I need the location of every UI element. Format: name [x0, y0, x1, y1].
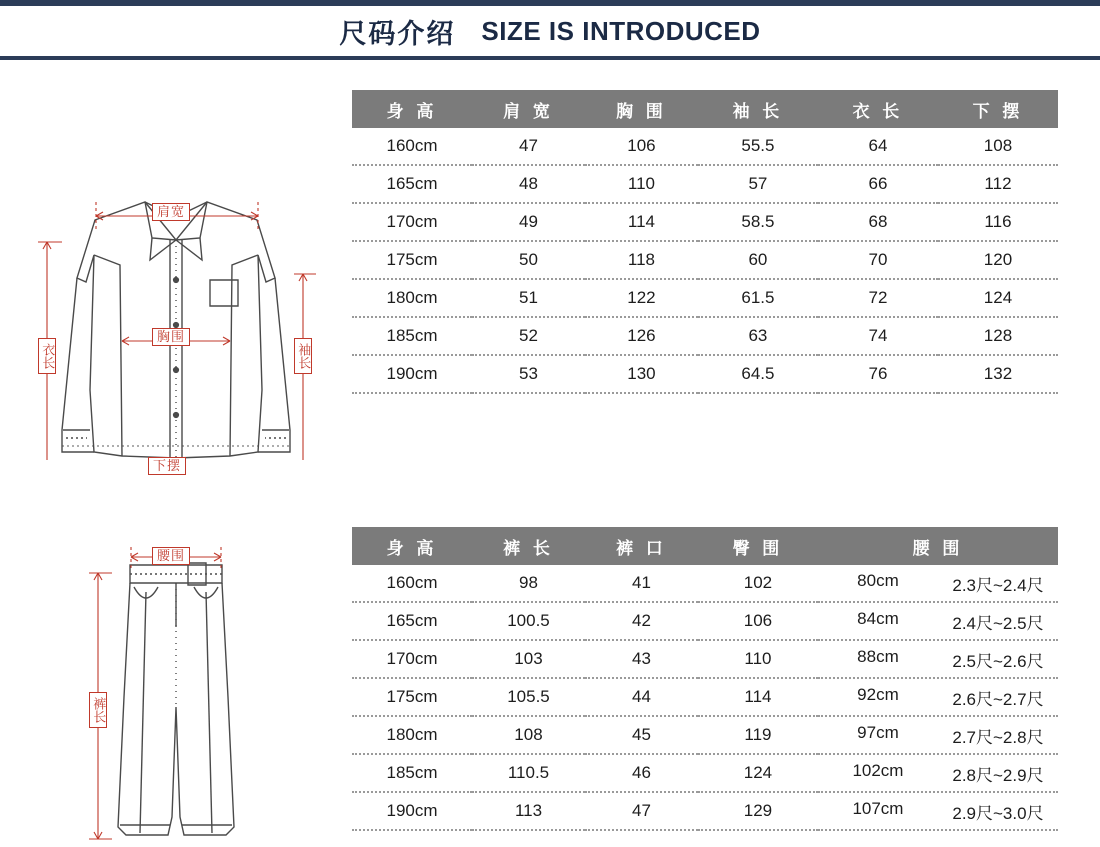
label-waist: 腰围 [152, 547, 190, 565]
label-sleeve: 袖长 [294, 338, 312, 374]
table-cell: 128 [938, 317, 1058, 355]
column-header: 肩 宽 [472, 90, 585, 128]
shirt-illustration [0, 90, 352, 460]
table-cell: 132 [938, 355, 1058, 393]
table-cell: 72 [818, 279, 938, 317]
table-row [352, 678, 1058, 716]
column-header: 裤 长 [472, 527, 585, 565]
waist-cm: 88cm [857, 646, 899, 666]
table-cell: 45 [585, 716, 698, 754]
table-cell: 98 [472, 565, 585, 602]
table-cell: 76 [818, 355, 938, 393]
table-row [352, 754, 1058, 792]
table-cell: 124 [698, 754, 818, 792]
column-header: 腰 围 [818, 527, 1058, 565]
table-row [352, 241, 1058, 279]
table-cell: 44 [585, 678, 698, 716]
table-cell: 112 [938, 165, 1058, 203]
page-title-cn: 尺码介绍 [339, 18, 456, 49]
table-cell: 170cm [352, 203, 472, 241]
table-cell: 126 [585, 317, 698, 355]
table-cell: 53 [472, 355, 585, 393]
table-cell: 105.5 [472, 678, 585, 716]
table-cell: 175cm [352, 241, 472, 279]
waist-chi: 2.7尺~2.8尺 [952, 727, 1044, 747]
table-cell: 170cm [352, 640, 472, 678]
pants-size-table [352, 527, 1058, 831]
table-cell: 190cm [352, 792, 472, 830]
table-cell: 110 [698, 640, 818, 678]
table-cell: 51 [472, 279, 585, 317]
pants-figure [0, 527, 352, 825]
table-cell: 52 [472, 317, 585, 355]
label-chest: 胸围 [152, 328, 190, 346]
table-cell: 180cm [352, 716, 472, 754]
table-cell: 68 [818, 203, 938, 241]
table-cell: 185cm [352, 317, 472, 355]
table-cell: 114 [585, 203, 698, 241]
table-row [352, 203, 1058, 241]
table-row [352, 128, 1058, 165]
table-cell: 129 [698, 792, 818, 830]
table-cell: 130 [585, 355, 698, 393]
table-cell: 48 [472, 165, 585, 203]
waist-cm: 102cm [852, 760, 904, 780]
label-length: 衣长 [38, 338, 56, 374]
column-header: 胸 围 [585, 90, 698, 128]
waist-chi: 2.8尺~2.9尺 [952, 765, 1044, 785]
table-cell: 106 [585, 128, 698, 165]
table-cell-waist [818, 678, 1058, 716]
table-cell: 180cm [352, 279, 472, 317]
table-cell-waist [818, 792, 1058, 830]
table-cell: 74 [818, 317, 938, 355]
label-hem: 下摆 [148, 457, 186, 475]
pants-section [0, 465, 1100, 825]
table-cell: 118 [585, 241, 698, 279]
table-header-row [352, 90, 1058, 128]
table-cell: 63 [698, 317, 818, 355]
column-header: 身 高 [352, 527, 472, 565]
table-header-row [352, 527, 1058, 565]
table-row [352, 355, 1058, 393]
label-pants-length: 裤长 [89, 692, 107, 728]
shirt-section [0, 60, 1100, 473]
table-row [352, 279, 1058, 317]
table-cell: 185cm [352, 754, 472, 792]
table-cell: 124 [938, 279, 1058, 317]
table-cell: 165cm [352, 602, 472, 640]
table-row [352, 565, 1058, 602]
table-cell: 57 [698, 165, 818, 203]
table-cell: 116 [938, 203, 1058, 241]
column-header: 身 高 [352, 90, 472, 128]
label-shoulder: 肩宽 [152, 203, 190, 221]
shirt-table-container [352, 90, 1100, 465]
table-cell: 47 [585, 792, 698, 830]
table-cell: 64 [818, 128, 938, 165]
table-cell-waist [818, 565, 1058, 602]
table-cell: 41 [585, 565, 698, 602]
pants-illustration [0, 517, 352, 847]
table-cell: 114 [698, 678, 818, 716]
table-cell: 50 [472, 241, 585, 279]
table-cell: 160cm [352, 128, 472, 165]
table-cell: 47 [472, 128, 585, 165]
table-cell: 61.5 [698, 279, 818, 317]
table-cell: 70 [818, 241, 938, 279]
table-cell: 60 [698, 241, 818, 279]
table-cell: 49 [472, 203, 585, 241]
table-cell: 119 [698, 716, 818, 754]
column-header: 袖 长 [698, 90, 818, 128]
column-header: 下 摆 [938, 90, 1058, 128]
waist-cm: 92cm [857, 684, 899, 704]
table-cell: 160cm [352, 565, 472, 602]
column-header: 臀 围 [698, 527, 818, 565]
table-row [352, 716, 1058, 754]
table-cell: 175cm [352, 678, 472, 716]
table-cell: 100.5 [472, 602, 585, 640]
column-header: 衣 长 [818, 90, 938, 128]
table-row [352, 317, 1058, 355]
table-cell: 64.5 [698, 355, 818, 393]
table-cell: 110.5 [472, 754, 585, 792]
table-cell: 122 [585, 279, 698, 317]
table-cell-waist [818, 716, 1058, 754]
table-row [352, 165, 1058, 203]
waist-chi: 2.5尺~2.6尺 [952, 651, 1044, 671]
table-cell: 113 [472, 792, 585, 830]
table-cell: 190cm [352, 355, 472, 393]
waist-cm: 80cm [857, 570, 899, 590]
waist-chi: 2.4尺~2.5尺 [952, 613, 1044, 633]
waist-cm: 84cm [857, 608, 899, 628]
table-cell-waist [818, 602, 1058, 640]
table-cell-waist [818, 754, 1058, 792]
table-row [352, 792, 1058, 830]
table-cell-waist [818, 640, 1058, 678]
table-cell: 103 [472, 640, 585, 678]
column-header: 裤 口 [585, 527, 698, 565]
shirt-figure [0, 90, 352, 473]
table-cell: 106 [698, 602, 818, 640]
page-header [0, 0, 1100, 60]
table-row [352, 640, 1058, 678]
table-cell: 42 [585, 602, 698, 640]
table-cell: 43 [585, 640, 698, 678]
waist-chi: 2.3尺~2.4尺 [952, 575, 1044, 595]
table-cell: 46 [585, 754, 698, 792]
table-cell: 66 [818, 165, 938, 203]
table-cell: 120 [938, 241, 1058, 279]
table-cell: 165cm [352, 165, 472, 203]
shirt-size-table [352, 90, 1058, 394]
table-cell: 102 [698, 565, 818, 602]
waist-cm: 97cm [857, 722, 899, 742]
table-cell: 55.5 [698, 128, 818, 165]
waist-chi: 2.6尺~2.7尺 [952, 689, 1044, 709]
page-title-en: SIZE IS INTRODUCED [481, 15, 761, 46]
pants-table-container [352, 527, 1100, 825]
table-cell: 108 [472, 716, 585, 754]
table-cell: 110 [585, 165, 698, 203]
table-row [352, 602, 1058, 640]
waist-cm: 107cm [852, 798, 904, 818]
table-cell: 108 [938, 128, 1058, 165]
table-cell: 58.5 [698, 203, 818, 241]
waist-chi: 2.9尺~3.0尺 [952, 803, 1044, 823]
